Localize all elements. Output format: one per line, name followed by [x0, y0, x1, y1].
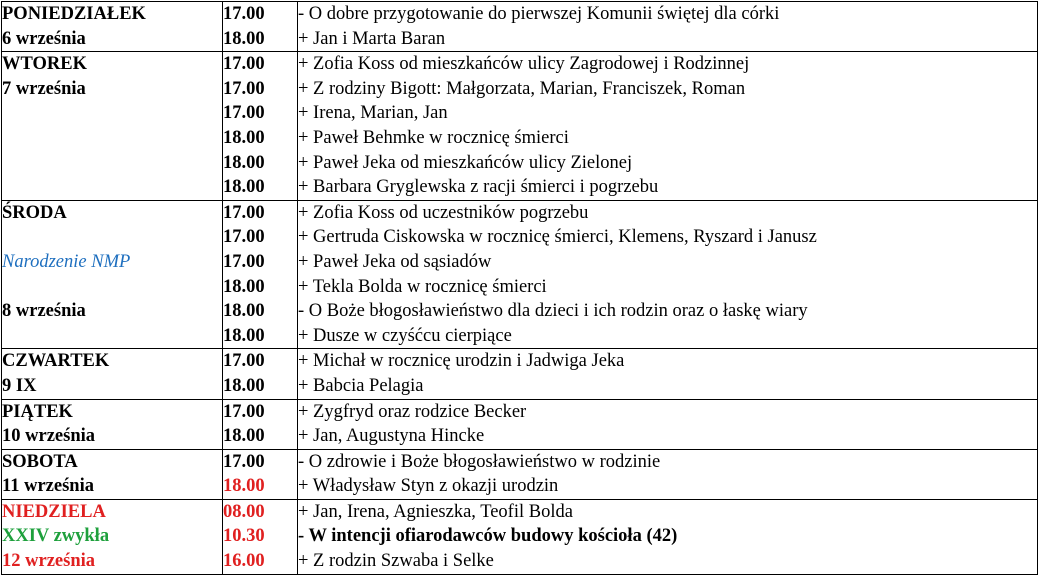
intention-cell — [298, 200, 1038, 349]
day-label: XXIV zwykła — [2, 526, 110, 547]
mass-intention: + Zygfryd oraz rodzice Becker — [298, 401, 527, 422]
day-cell — [2, 200, 223, 349]
schedule-body — [2, 2, 1038, 575]
mass-time: 17.00 — [223, 401, 265, 422]
day-cell — [2, 52, 223, 201]
day-cell — [2, 349, 223, 399]
day-cell — [2, 499, 223, 574]
day-label — [2, 275, 222, 300]
day-label — [2, 126, 222, 151]
day-cell — [2, 449, 223, 499]
day-label: 8 września — [2, 301, 86, 322]
mass-intention: + Gertruda Ciskowska w rocznicę śmierci, Klemens, Ryszard i Janusz — [298, 227, 817, 248]
mass-intention: + Zofia Koss od mieszkańców ulicy Zagrodowej i Rodzinnej — [298, 54, 750, 75]
day-label: PONIEDZIAŁEK — [2, 4, 146, 24]
day-label: PIĄTEK — [2, 401, 73, 422]
mass-intention: + Paweł Jeka od mieszkańców ulicy Zielonej — [298, 152, 633, 173]
day-label — [2, 225, 222, 250]
mass-time: 17.00 — [223, 54, 265, 75]
day-label: 9 IX — [2, 375, 37, 396]
intention-cell — [298, 499, 1038, 574]
day-label: CZWARTEK — [2, 351, 110, 372]
mass-time: 18.00 — [223, 152, 265, 173]
day-label: 11 września — [2, 476, 94, 497]
intention-cell — [298, 349, 1038, 399]
day-cell — [2, 2, 223, 52]
mass-time: 18.00 — [223, 301, 265, 322]
day-label — [2, 324, 222, 349]
mass-intention: + Babcia Pelagia — [298, 375, 424, 396]
mass-intention: + Barbara Gryglewska z racji śmierci i pogrzebu — [298, 177, 659, 198]
mass-time: 17.00 — [223, 103, 265, 124]
day-label: NIEDZIELA — [2, 501, 106, 522]
time-cell — [223, 349, 298, 399]
mass-time: 17.00 — [223, 451, 265, 472]
mass-intention: - O dobre przygotowanie do pierwszej Komunii świętej dla córki — [298, 4, 780, 24]
day-row — [2, 499, 1038, 574]
day-row — [2, 52, 1038, 201]
day-label — [2, 175, 222, 200]
mass-time: 18.00 — [223, 28, 265, 49]
mass-time: 18.00 — [223, 476, 265, 497]
mass-intention: - O Boże błogosławieństwo dla dzieci i ich rodzin oraz o łaskę wiary — [298, 301, 808, 322]
mass-intention: + Tekla Bolda w rocznicę śmierci — [298, 276, 547, 297]
day-label: 7 września — [2, 78, 86, 99]
day-label — [2, 101, 222, 126]
mass-time: 17.00 — [223, 227, 265, 248]
mass-time: 17.00 — [223, 251, 265, 272]
mass-time: 18.00 — [223, 426, 265, 447]
mass-intention: - O zdrowie i Boże błogosławieństwo w rodzinie — [298, 451, 661, 472]
mass-intention: + Jan i Marta Baran — [298, 28, 446, 49]
mass-intention: + Jan, Irena, Agnieszka, Teofil Bolda — [298, 501, 573, 522]
mass-intention: + Irena, Marian, Jan — [298, 103, 448, 124]
day-label: Narodzenie NMP — [2, 251, 131, 272]
mass-time: 16.00 — [223, 551, 265, 572]
intention-cell — [298, 399, 1038, 449]
day-label: SOBOTA — [2, 451, 78, 472]
intention-cell — [298, 52, 1038, 201]
mass-time: 17.00 — [223, 202, 265, 223]
mass-time: 10.30 — [223, 526, 265, 547]
mass-time: 18.00 — [223, 276, 265, 297]
day-label — [2, 151, 222, 176]
day-label: 12 września — [2, 551, 95, 572]
mass-time: 18.00 — [223, 127, 265, 148]
day-cell — [2, 399, 223, 449]
mass-intention: + Z rodziny Bigott: Małgorzata, Marian, Franciszek, Roman — [298, 78, 746, 99]
mass-intentions-table — [1, 1, 1038, 575]
day-row — [2, 349, 1038, 399]
intention-cell — [298, 2, 1038, 52]
time-cell — [223, 399, 298, 449]
day-row — [2, 449, 1038, 499]
time-cell — [223, 449, 298, 499]
mass-time: 08.00 — [223, 501, 265, 522]
mass-time: 17.00 — [223, 4, 265, 24]
mass-intention: + Jan, Augustyna Hincke — [298, 426, 485, 447]
day-row — [2, 399, 1038, 449]
mass-time: 18.00 — [223, 325, 265, 346]
mass-time: 18.00 — [223, 375, 265, 396]
day-label: 10 września — [2, 426, 95, 447]
time-cell — [223, 52, 298, 201]
day-label: 6 września — [2, 28, 86, 49]
mass-intention: + Paweł Behmke w rocznicę śmierci — [298, 127, 569, 148]
day-label: ŚRODA — [2, 202, 67, 223]
mass-time: 17.00 — [223, 351, 265, 372]
mass-time: 18.00 — [223, 177, 265, 198]
day-row — [2, 2, 1038, 52]
day-row — [2, 200, 1038, 349]
mass-intention: + Paweł Jeka od sąsiadów — [298, 251, 492, 272]
mass-time: 17.00 — [223, 78, 265, 99]
mass-intention: + Władysław Styn z okazji urodzin — [298, 476, 559, 497]
mass-intention: + Dusze w czyśćcu cierpiące — [298, 325, 512, 346]
intention-cell — [298, 449, 1038, 499]
time-cell — [223, 200, 298, 349]
mass-intention: + Michał w rocznicę urodzin i Jadwiga Jeka — [298, 351, 625, 372]
time-cell — [223, 2, 298, 52]
mass-intention: + Zofia Koss od uczestników pogrzebu — [298, 202, 589, 223]
mass-intention: + Z rodzin Szwaba i Selke — [298, 551, 494, 572]
day-label: WTOREK — [2, 54, 87, 75]
mass-intention: - W intencji ofiarodawców budowy kościoła (42) — [298, 526, 678, 547]
time-cell — [223, 499, 298, 574]
